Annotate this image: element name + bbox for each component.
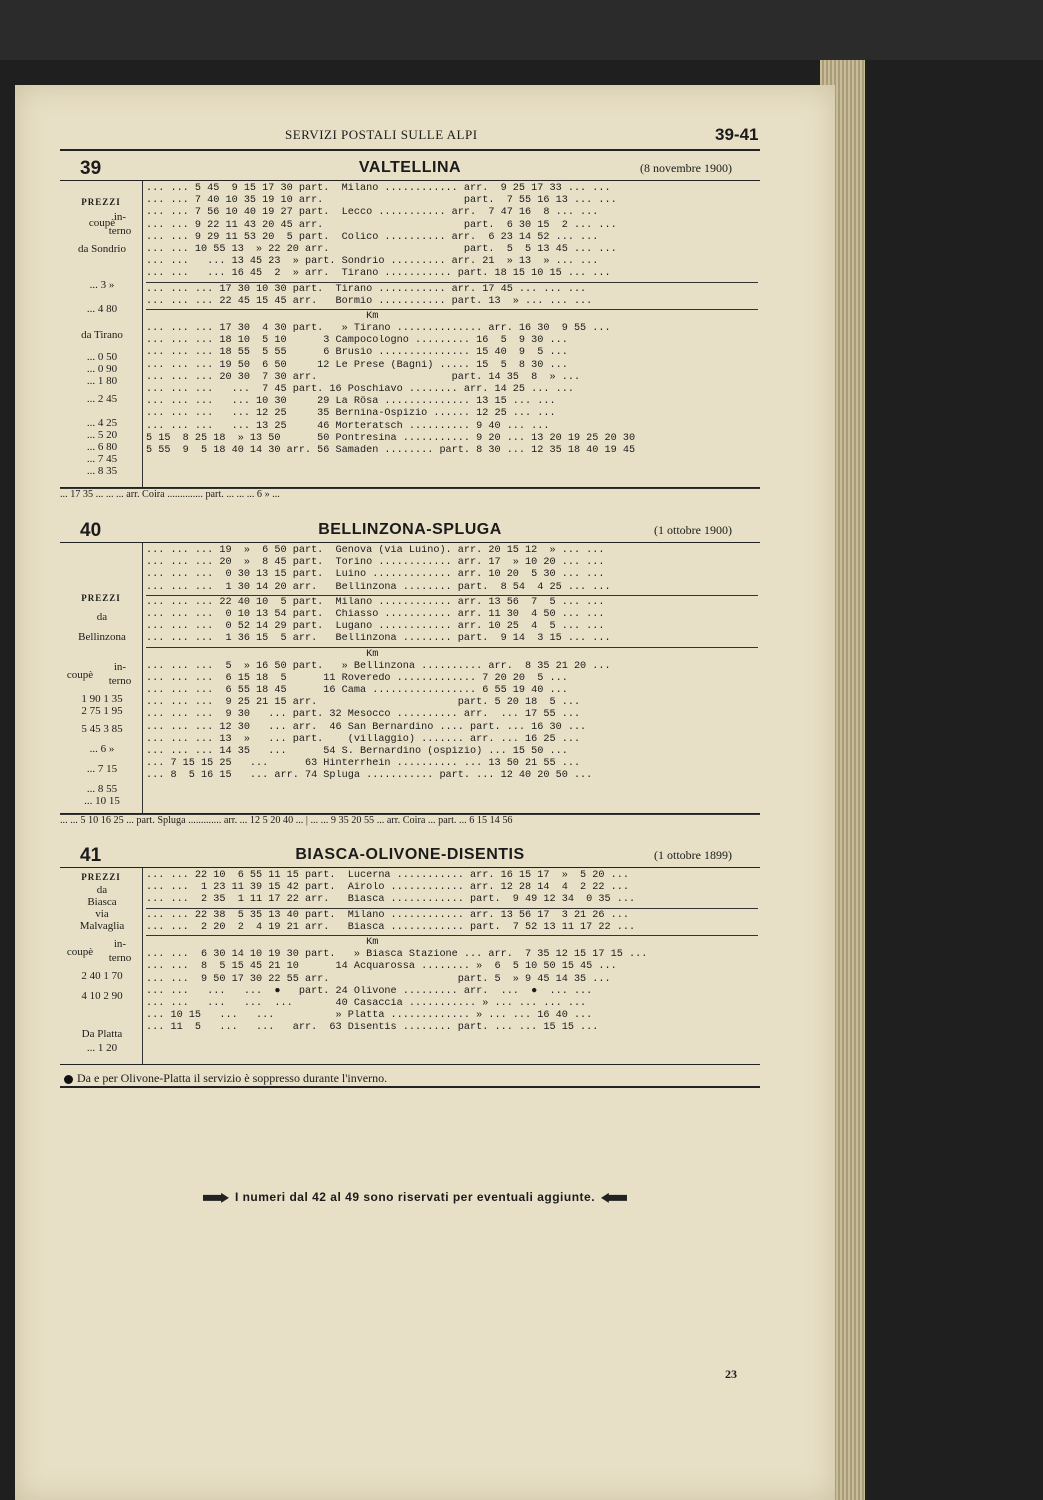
price-value: 2 40 1 70 — [81, 970, 123, 982]
table-row: 5 15 8 25 18 » 13 50 50 Pontresina ........... 9 20 ... 13 20 19 25 20 30 — [146, 432, 636, 444]
table-row: 5 55 9 5 18 40 14 30 arr. 56 Samaden ........ part. 8 30 ... 12 35 18 40 19 45 — [146, 444, 636, 456]
running-head-pages: 39-41 — [715, 125, 759, 144]
section-date: (1 ottobre 1899) — [654, 848, 732, 862]
table-row: ... ... ... 5 » 16 50 part. » Bellinzona .......... arr. 8 35 21 20 ... — [146, 660, 611, 672]
price-value: ... 1 80 — [86, 375, 118, 387]
table-row: ... ... 10 55 13 » 22 20 arr. part. 5 5 13 45 ... ... — [146, 243, 617, 255]
section-date: (1 ottobre 1900) — [654, 523, 732, 537]
table-row: ... 11 5 ... ... arr. 63 Disentis ........ part. ... ... 15 15 ... — [146, 1022, 599, 1034]
table-row: ... ... ... ... ... 40 Casaccia ........... » ... ... ... ... — [146, 997, 587, 1009]
timetable-page — [15, 85, 835, 1500]
timetable-rows — [146, 183, 758, 457]
prices-column — [60, 868, 143, 1064]
table-row: ... ... ... 9 30 ... part. 32 Mesocco .......... arr. ... 17 55 ... — [146, 709, 581, 721]
price-value: ... 6 » — [89, 743, 115, 755]
price-value: ... 8 55 — [86, 783, 118, 795]
table-row: ... ... ... 1 30 14 20 arr. Bellinzona ........ part. 8 54 4 25 ... ... — [146, 581, 611, 593]
price-value: ... 0 90 — [86, 363, 118, 375]
table-row: ... ... ... 22 45 15 45 arr. Bormio ........... part. 13 » ... ... ... — [146, 295, 593, 307]
table-row: Km — [146, 648, 379, 660]
table-row: ... ... ... 0 30 13 15 part. Luino ............. arr. 10 20 5 30 ... ... — [146, 569, 605, 581]
table-row: Km — [146, 310, 379, 322]
section-header — [60, 520, 760, 542]
section-body — [60, 867, 760, 1065]
table-row: ... ... ... 6 55 18 45 16 Cama ................. 6 55 19 40 ... — [146, 685, 568, 697]
price-origin: Malvaglia — [79, 920, 125, 932]
price-value: ... 4 80 — [86, 303, 118, 315]
prices-label: PREZZI — [81, 872, 121, 882]
price-class: terno — [108, 952, 132, 964]
prices-column — [60, 543, 143, 813]
table-separator — [146, 935, 758, 936]
price-value: ... 3 » — [89, 279, 115, 291]
table-row: ... ... 8 5 15 45 21 10 14 Acquarossa ........ » 6 5 10 50 15 45 ... — [146, 961, 617, 973]
price-value: ... 8 35 — [86, 465, 118, 477]
price-value: ... 5 20 — [86, 429, 118, 441]
price-origin: Biasca — [87, 896, 117, 908]
table-separator — [146, 282, 758, 283]
price-origin: Bellinzona — [78, 631, 126, 643]
price-value: ... 6 80 — [86, 441, 118, 453]
price-value: 2 75 1 95 — [81, 705, 123, 717]
table-row: ... ... 9 29 11 53 20 5 part. Colico .......... arr. 6 23 14 52 ... ... — [146, 231, 599, 243]
table-row: ... 8 5 16 15 ... arr. 74 Spluga ........... part. ... 12 40 20 50 ... — [146, 770, 593, 782]
table-row: ... ... ... 16 45 2 » arr. Tirano ........... part. 18 15 10 15 ... ... — [146, 268, 611, 280]
price-value: ... 10 15 — [84, 795, 120, 807]
table-row: ... ... ... 22 40 10 5 part. Milano ............ arr. 13 56 7 5 ... ... — [146, 596, 605, 608]
table-row: ... 7 15 15 25 ... 63 Hinterrhein .......... ... 13 50 21 55 ... — [146, 758, 581, 770]
price-class: coupè — [66, 946, 94, 958]
table-row: ... ... ... 20 30 7 30 arr. part. 14 35 8 » ... — [146, 371, 581, 383]
reserved-numbers-note — [135, 1190, 695, 1204]
table-row: ... ... ... 14 35 ... 54 S. Bernardino (ospizio) ... 15 50 ... — [146, 746, 568, 757]
table-row: ... ... ... ... 13 25 46 Morteratsch .......... 9 40 ... ... — [146, 420, 550, 432]
running-head-title: SERVIZI POSTALI SULLE ALPI — [285, 127, 478, 142]
table-row: ... ... ... 20 » 8 45 part. Torino ............ arr. 17 » 10 20 ... ... — [146, 557, 605, 569]
table-row: ... ... ... ... ● part. 24 Olivone ......... arr. ... ● ... ... — [146, 985, 593, 997]
price-value: ... 4 25 — [86, 417, 118, 429]
section-header — [60, 845, 760, 867]
reserved-note-text: I numeri dal 42 al 49 sono riservati per eventuali aggiunte. — [234, 1190, 596, 1204]
price-origin: da Sondrio — [78, 243, 126, 255]
section-title: BIASCA-OLIVONE-DISENTIS — [295, 846, 525, 863]
table-row: ... ... ... 0 52 14 29 part. Lugano ............ arr. 10 25 4 5 ... ... — [146, 621, 605, 633]
price-origin: da — [96, 884, 108, 896]
price-origin: da Tirano — [81, 329, 123, 341]
section-number: 41 — [80, 845, 102, 866]
section-body — [60, 542, 760, 814]
price-class: in- — [113, 938, 127, 950]
winter-note — [60, 1071, 760, 1086]
section-body — [60, 180, 760, 488]
table-row: ... ... ... 17 30 4 30 part. » Tirano .............. arr. 16 30 9 55 ... — [146, 323, 611, 335]
table-row: ... ... ... 13 » ... part. (villaggio) ....... arr. ... 16 25 ... — [146, 733, 581, 745]
prices-label: PREZZI — [81, 197, 121, 207]
price-class: in- — [113, 211, 127, 223]
section-39 — [60, 158, 760, 500]
section-number: 40 — [80, 520, 102, 541]
table-separator — [146, 309, 758, 310]
timetable-rows — [146, 870, 758, 1034]
section-title: VALTELLINA — [358, 159, 462, 176]
table-row: ... ... 22 10 6 55 11 15 part. Lucerna ........... arr. 16 15 17 » 5 20 ... — [146, 870, 629, 881]
bullet-icon — [64, 1075, 73, 1084]
table-row: ... ... 7 56 10 40 19 27 part. Lecco ........... arr. 7 47 16 8 ... ... — [146, 207, 599, 219]
price-class: in- — [113, 661, 127, 673]
price-value: ... 7 45 — [86, 453, 118, 465]
section-header — [60, 158, 760, 180]
table-row: ... ... ... ... 12 25 35 Bernina-Ospizio ...... 12 25 ... ... — [146, 408, 556, 420]
table-row: ... ... 22 38 5 35 13 40 part. Milano ............ arr. 13 56 17 3 21 26 ... — [146, 909, 629, 921]
table-row: ... ... 9 22 11 43 20 45 arr. part. 6 30 15 2 ... ... — [146, 219, 617, 231]
table-row: ... ... ... 13 45 23 » part. Sondrio ......... arr. 21 » 13 » ... ... — [146, 256, 599, 268]
table-row: ... ... ... 19 50 6 50 12 Le Prese (Bagni) ..... 15 5 8 30 ... — [146, 359, 568, 371]
price-origin: Da Platta — [81, 1028, 123, 1040]
section-number: 39 — [80, 158, 102, 179]
table-row: ... ... 6 30 14 10 19 30 part. » Biasca Stazione ... arr. 7 35 12 15 17 15 ... — [146, 949, 648, 961]
table-separator — [146, 908, 758, 909]
table-row: Km — [146, 936, 379, 948]
bottom-rule — [60, 1086, 760, 1088]
table-row: ... ... 2 20 2 4 19 21 arr. Biasca ............ part. 7 52 13 11 17 22 ... — [146, 921, 636, 933]
table-row: ... ... ... 18 55 5 55 6 Brusio ............... 15 40 9 5 ... — [146, 347, 568, 359]
table-row: ... ... 5 45 9 15 17 30 part. Milano ............ arr. 9 25 17 33 ... ... — [146, 183, 611, 194]
price-value: ... 2 45 — [86, 393, 118, 405]
running-head — [15, 127, 835, 145]
price-class: terno — [108, 675, 132, 687]
table-row: ... ... 7 40 10 35 19 10 arr. part. 7 55 16 13 ... ... — [146, 195, 617, 207]
timetable-rows — [146, 545, 758, 783]
page-number: 23 — [725, 1367, 737, 1381]
table-row: ... ... 9 50 17 30 22 55 arr. part. 5 » 9 45 14 35 ... — [146, 973, 611, 985]
price-value: 4 10 2 90 — [81, 990, 123, 1002]
table-row: ... ... ... 0 10 13 54 part. Chiasso ........... arr. 11 30 4 50 ... ... — [146, 608, 605, 620]
price-value: 5 45 3 85 — [81, 723, 123, 735]
top-rule — [60, 149, 760, 151]
price-value: ... 1 20 — [86, 1042, 118, 1054]
price-value: 1 90 1 35 — [81, 693, 123, 705]
table-row: ... ... ... 12 30 ... arr. 46 San Bernardino .... part. ... 16 30 ... — [146, 721, 587, 733]
section-footer-row: ... ... 5 10 16 25 ... part. Spluga ............. arr. ... 12 5 20 40 ... | ... ... 9 35 20 55 ... arr. Coira ... part. ... 6 15 14 56 — [60, 814, 760, 826]
table-row: ... ... ... ... 10 30 29 La Rösa .............. 13 15 ... ... — [146, 396, 556, 408]
prices-column — [60, 181, 143, 487]
section-title: BELLINZONA-SPLUGA — [318, 521, 502, 538]
price-class: coupè — [88, 217, 116, 229]
table-row: ... ... ... 9 25 21 15 arr. part. 5 20 18 5 ... — [146, 697, 581, 709]
table-row: ... ... ... 6 15 18 5 11 Roveredo ............. 7 20 20 5 ... — [146, 672, 568, 684]
price-origin: da — [96, 611, 108, 623]
pointing-hand-icon — [203, 1193, 229, 1203]
price-value: ... 0 50 — [86, 351, 118, 363]
price-class: terno — [108, 225, 132, 237]
table-separator — [146, 595, 758, 596]
table-row: ... ... ... 18 10 5 10 3 Campocologno ......... 16 5 9 30 ... — [146, 335, 568, 347]
price-class: coupè — [66, 669, 94, 681]
section-40 — [60, 520, 760, 826]
price-origin: via — [95, 908, 109, 920]
scan-background — [0, 0, 1043, 60]
section-footer-row: ... 17 35 ... ... ... arr. Coira .............. part. ... ... ... 6 » ... — [60, 488, 760, 500]
section-date: (8 novembre 1900) — [640, 161, 732, 175]
table-row: ... ... ... ... 7 45 part. 16 Poschiavo ........ arr. 14 25 ... ... — [146, 384, 574, 395]
table-row: ... ... ... 1 36 15 5 arr. Bellinzona ........ part. 9 14 3 15 ... ... — [146, 633, 611, 645]
pointing-hand-icon — [601, 1193, 627, 1203]
prices-label: PREZZI — [81, 593, 121, 603]
table-row: ... ... ... 17 30 10 30 part. Tirano ........... arr. 17 45 ... ... ... — [146, 283, 587, 295]
price-value: ... 7 15 — [86, 763, 118, 775]
table-row: ... ... ... 19 » 6 50 part. Genova (via Luino). arr. 20 15 12 » ... ... — [146, 545, 605, 556]
table-row: ... ... 1 23 11 39 15 42 part. Airolo ............ arr. 12 28 14 4 2 22 ... — [146, 882, 629, 894]
table-separator — [146, 647, 758, 648]
section-41 — [60, 845, 760, 1086]
table-row: ... ... 2 35 1 11 17 22 arr. Biasca ............ part. 9 49 12 34 0 35 ... — [146, 894, 636, 906]
winter-note-text: Da e per Olivone-Platta il servizio è soppresso durante l'inverno. — [77, 1071, 388, 1085]
table-row: ... 10 15 ... ... » Platta ............. » ... ... 16 40 ... — [146, 1010, 593, 1022]
